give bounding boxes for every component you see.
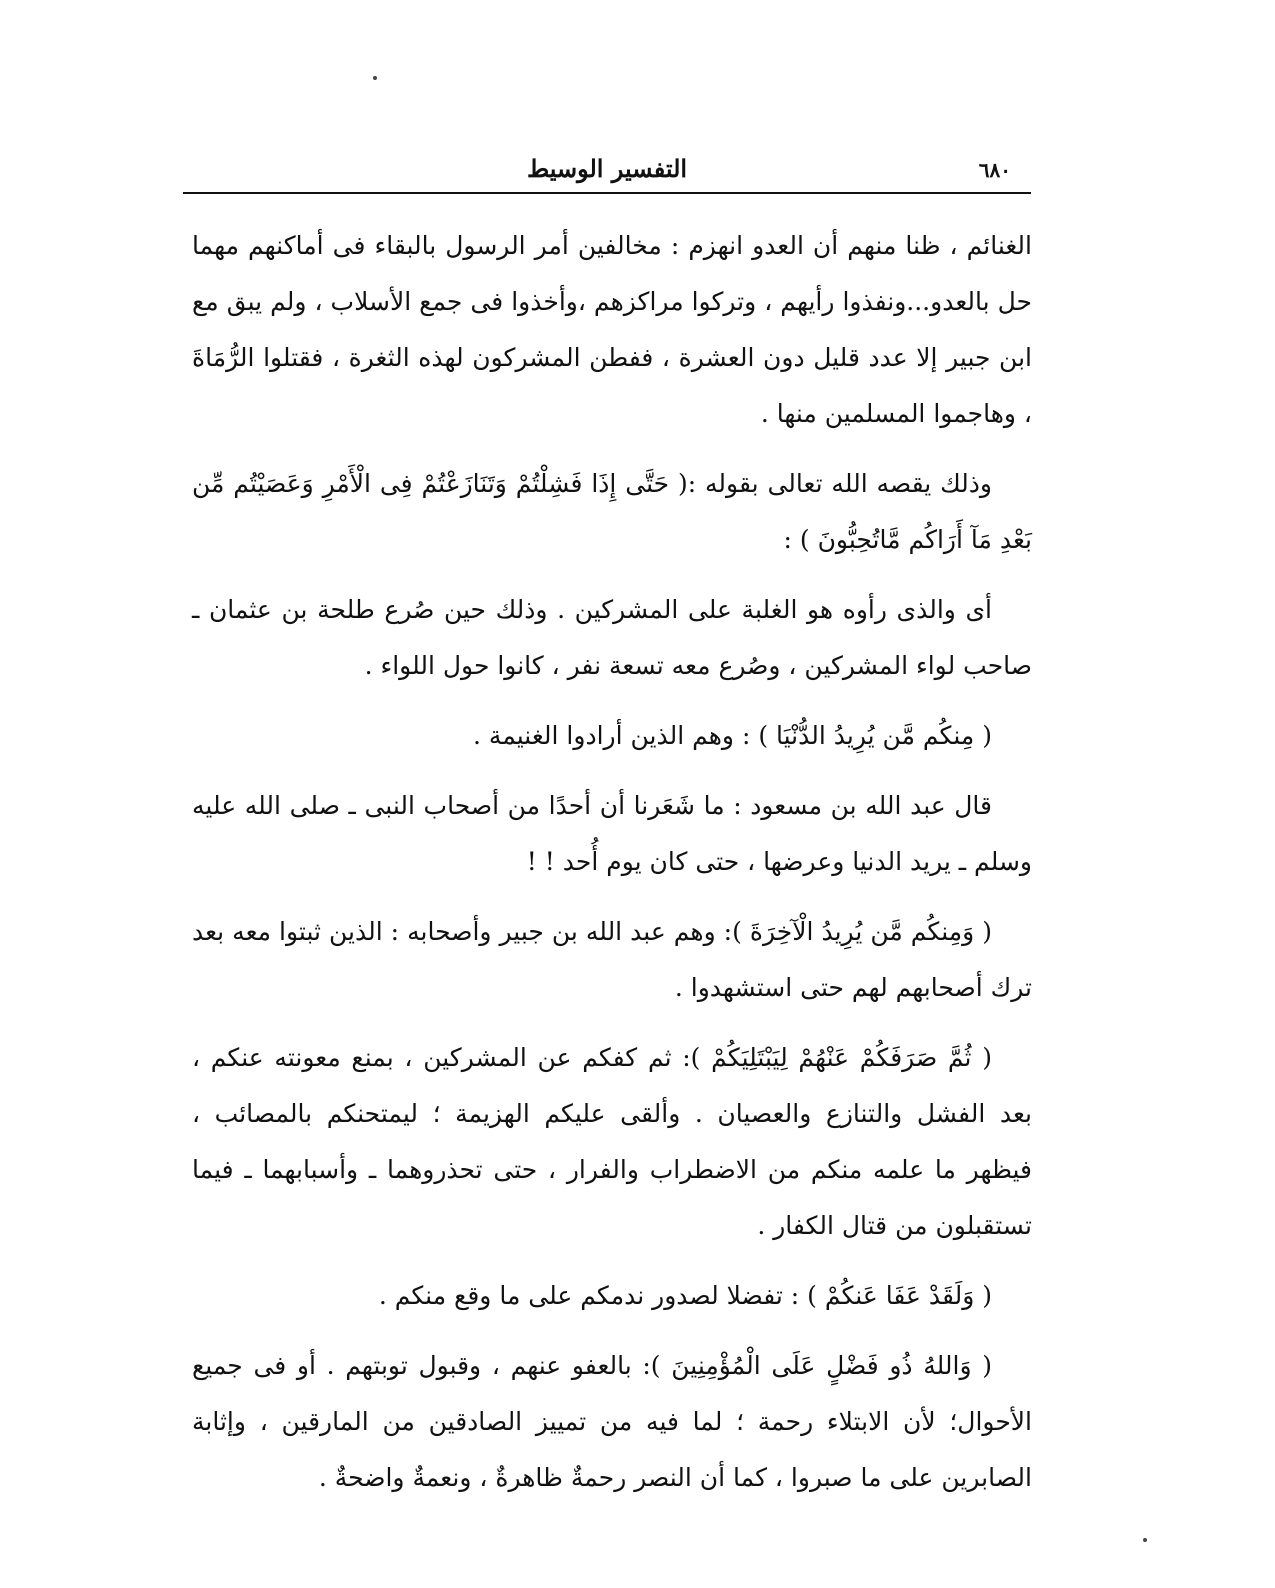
scan-speck <box>1143 1538 1147 1542</box>
page-header <box>183 142 1031 194</box>
book-title: التفسير الوسيط <box>526 154 688 183</box>
paragraph-5: قال عبد الله بن مسعود : ما شَعَرنا أن أحدًا من أصحاب النبى ـ صلى الله عليه وسلم ـ يريد الدنيا وعرضها ، حتى كان يوم أُحد ! ! <box>192 791 1032 876</box>
paragraph-4: ( مِنكُم مَّن يُرِيدُ الدُّنْيَا ) : وهم الذين أرادوا الغنيمة . <box>473 721 992 750</box>
paragraph-9: ( وَاللهُ ذُو فَضْلٍ عَلَى الْمُؤْمِنِينَ ): بالعفو عنهم ، وقبول توبتهم . أو فى جميع الأحوال؛ لأن الابتلاء رحمة ؛ لما فيه من تمييز الصادقين من المارقين ، وإثابة الصابرين على ما صبروا ، كما أن النصر رحمةٌ ظاهرةٌ ، ونعمةٌ واضحةٌ . <box>192 1351 1032 1492</box>
page-number: ٦٨٠ <box>978 158 1011 182</box>
scan-speck <box>373 76 377 80</box>
paragraph-2: وذلك يقصه الله تعالى بقوله :( حَتَّى إِذَا فَشِلْتُمْ وَتَنَازَعْتُمْ فِى الْأَمْرِ وَعَصَيْتُم مِّن بَعْدِ مَآ أَرَاكُم مَّاتُحِبُّونَ ) : <box>192 469 1032 554</box>
paragraph-3: أى والذى رأوه هو الغلبة على المشركين . وذلك حين صُرع طلحة بن عثمان ـ صاحب لواء المشركين ، وصُرع معه تسعة نفر ، كانوا حول اللواء . <box>192 595 1032 680</box>
commentary-text <box>192 218 1032 1520</box>
paragraph-1: الغنائم ، ظنا منهم أن العدو انهزم : مخالفين أمر الرسول بالبقاء فى أماكنهم مهما حل بالعدو...ونفذوا رأيهم ، وتركوا مراكزهم ،وأخذوا فى جمع الأسلاب ، ولم يبق مع ابن جبير إلا عدد قليل دون العشرة ، ففطن المشركون لهذه الثغرة ، فقتلوا الرُّمَاةَ ، وهاجموا المسلمين منها . <box>192 231 1032 428</box>
paragraph-8: ( وَلَقَدْ عَفَا عَنكُمْ ) : تفضلا لصدور ندمكم على ما وقع منكم . <box>378 1281 992 1310</box>
paragraph-6: ( وَمِنكُم مَّن يُرِيدُ الْآخِرَةَ ): وهم عبد الله بن جبير وأصحابه : الذين ثبتوا معه بعد ترك أصحابهم لهم حتى استشهدوا . <box>192 917 1032 1002</box>
paragraph-7: ( ثُمَّ صَرَفَكُمْ عَنْهُمْ لِيَبْتَلِيَكُمْ ): ثم كفكم عن المشركين ، بمنع معونته عنكم ، بعد الفشل والتنازع والعصيان . وألقى عليكم الهزيمة ؛ ليمتحنكم بالمصائب ، فيظهر ما علمه منكم من الاضطراب والفرار ، حتى تحذروهما ـ وأسبابهما ـ فيما تستقبلون من قتال الكفار . <box>192 1043 1032 1240</box>
